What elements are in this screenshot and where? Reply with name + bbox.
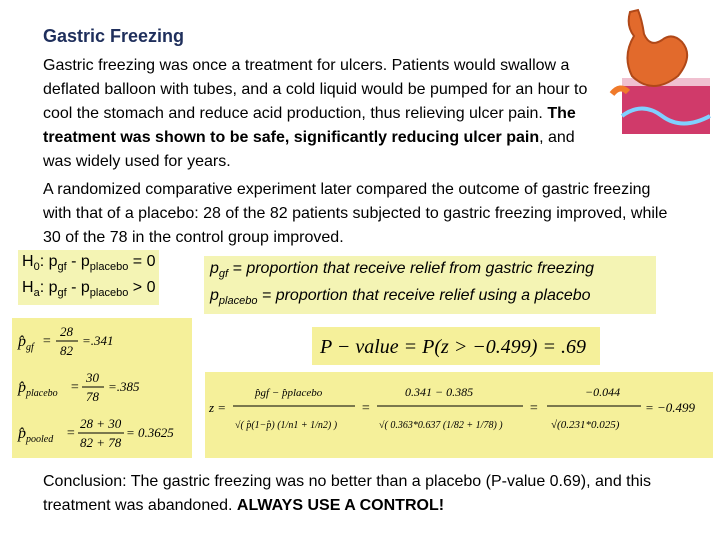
- d1-p: p: [210, 260, 219, 277]
- h0-sub-placebo: placebo: [89, 261, 129, 274]
- svg-text:=: =: [42, 334, 52, 349]
- svg-text:=: =: [70, 380, 80, 395]
- p-value-panel: [312, 327, 600, 365]
- intro-text: Gastric freezing was once a treatment for ulcers. Patients would swallow a deflated balloon with tubes, and a cold liquid would be pumped for an hour to cool the stomach and reduce acid production, thus relieving ulcer pain.: [43, 57, 588, 122]
- z-simplified-fraction: [547, 385, 641, 431]
- definition-placebo: [210, 285, 650, 312]
- svg-text:= 0.3625: = 0.3625: [126, 425, 174, 440]
- z-substituted-fraction: [377, 385, 523, 431]
- proportion-estimates-panel: [12, 318, 192, 458]
- intro-end-text: , and was widely used for years.: [43, 129, 575, 170]
- svg-text:p̂pooled: $p̂_{pooled}$: [18, 425, 54, 445]
- d2-sub: placebo: [218, 295, 258, 308]
- intro-bold-text: The treatment was shown to be safe, significantly reducing ulcer pain: [43, 105, 576, 146]
- p-value-text: P − value = P(z > −0.499) = .69: [320, 336, 586, 358]
- h0-end: = 0: [128, 253, 156, 270]
- page-title: Gastric Freezing: [43, 26, 185, 46]
- z-statistic-panel: [205, 372, 713, 458]
- h0-sub-gf: gf: [57, 261, 67, 274]
- ha-part1: : p: [39, 279, 58, 296]
- null-hypothesis: [18, 250, 159, 279]
- svg-text:28: 28: [60, 324, 73, 339]
- ha-sub-placebo: placebo: [89, 287, 129, 300]
- z-label: z =: [209, 400, 227, 415]
- d1-sub: gf: [218, 268, 229, 281]
- pgf-formula: [17, 324, 114, 358]
- conclusion-text: Conclusion: The gastric freezing was no better than a placebo (P-value 0.69), and this treatment was abandoned.: [43, 473, 652, 514]
- svg-text:28 + 30: 28 + 30: [80, 416, 122, 431]
- svg-text:√( 0.363*0.637 (1/82 + 1/78) ): √( 0.363*0.637 (1/82 + 1/78) ): [379, 420, 503, 431]
- svg-text:=.341: =.341: [82, 333, 114, 348]
- svg-text:p̂gf − p̂placebo: p̂gf − p̂placebo: [255, 387, 323, 399]
- definition-gf: [210, 258, 650, 285]
- experiment-paragraph: A randomized comparative experiment later compared the outcome of gastric freezing with that of a placebo: 28 of the 82 patients subjected to gastric freezing improved, while 30 of the 78 in the control group improved.: [43, 181, 668, 246]
- stomach-illustration: [582, 6, 712, 136]
- h0-part2: - p: [66, 253, 90, 270]
- h0-label: H: [22, 253, 34, 270]
- ha-label: H: [22, 279, 34, 296]
- h0-part1: : p: [39, 253, 58, 270]
- svg-text:=: =: [361, 401, 371, 416]
- ha-sub-gf: gf: [57, 287, 67, 300]
- z-general-fraction: [233, 387, 355, 431]
- d2-p: p: [210, 287, 219, 305]
- svg-text:=.385: =.385: [108, 379, 140, 394]
- svg-text:=: =: [529, 401, 539, 416]
- alt-hypothesis: [18, 276, 159, 305]
- svg-text:82 + 78: 82 + 78: [80, 435, 122, 450]
- h0-sub: 0: [33, 261, 40, 274]
- ha-part2: - p: [66, 279, 90, 296]
- d2-text: = proportion that receive relief using a placebo: [257, 287, 591, 305]
- z-result: = −0.499: [645, 400, 696, 415]
- proportion-definitions: [204, 256, 656, 314]
- intro-paragraph: [43, 54, 603, 174]
- svg-text:p̂placebo: $p̂_{placebo}$: [18, 379, 58, 399]
- d1-text: = proportion that receive relief from gastric freezing: [228, 260, 595, 277]
- ha-sub: a: [33, 287, 40, 300]
- svg-text:√( p̂(1−p̂) (1/n1 + 1/n2) ): √( p̂(1−p̂) (1/n1 + 1/n2) ): [235, 420, 338, 431]
- svg-text:78: 78: [86, 389, 99, 404]
- svg-text:30: 30: [86, 370, 99, 385]
- svg-text:p̂gf: $p̂_{gf}$: [18, 333, 34, 353]
- ppooled-formula: [17, 416, 174, 450]
- ha-end: > 0: [128, 279, 156, 296]
- conclusion: [43, 470, 703, 518]
- svg-text:82: 82: [60, 343, 73, 358]
- svg-text:√(0.231*0.025): √(0.231*0.025): [551, 419, 620, 431]
- svg-text:−0.044: −0.044: [585, 385, 621, 399]
- svg-text:0.341 − 0.385: 0.341 − 0.385: [405, 385, 474, 399]
- conclusion-bold: ALWAYS USE A CONTROL!: [236, 497, 445, 514]
- pplacebo-formula: [17, 370, 140, 404]
- svg-text:=: =: [66, 426, 76, 441]
